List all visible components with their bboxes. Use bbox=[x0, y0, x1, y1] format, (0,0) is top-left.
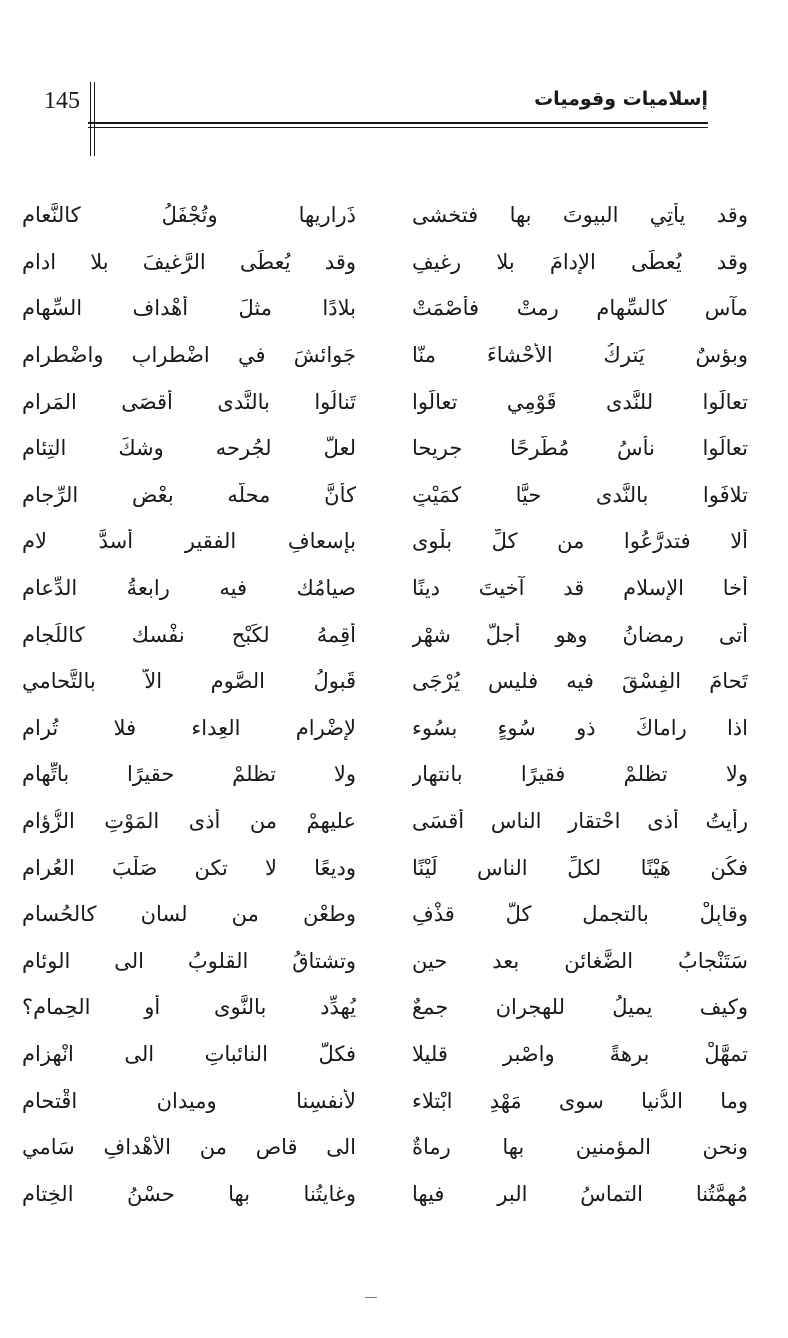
verse-row bbox=[22, 798, 748, 845]
second-hemistich: بلادًا مثلَ أهْداف السِّهام bbox=[22, 296, 356, 321]
second-hemistich: وديعًا لا تكن صَلْبَ العُرام bbox=[22, 855, 356, 880]
first-hemistich: فكُن هَيْنًا لكلِّ الناس لَيْنًا bbox=[412, 855, 748, 880]
verse-row bbox=[22, 705, 748, 752]
second-hemistich: وغايتُنا بها حسْنُ الخِتام bbox=[22, 1181, 356, 1206]
first-hemistich: تَحامَ الفِسْقَ فيه فليس يُرْجَى bbox=[412, 669, 748, 694]
verse-row bbox=[22, 751, 748, 798]
poem bbox=[22, 192, 748, 1217]
first-hemistich: وكيف يميلُ للهجران جمعٌ bbox=[412, 995, 748, 1020]
verse-row bbox=[22, 938, 748, 985]
second-hemistich: تَنالُوا بالنَّدى أقصَى المَرام bbox=[22, 389, 356, 414]
first-hemistich: ونحن المؤمنين بها رماةٌ bbox=[412, 1135, 748, 1160]
book-title: إسلاميات وقوميات bbox=[534, 88, 708, 110]
second-hemistich: لأنفسِنا وميدانِ اقْتحام bbox=[22, 1088, 356, 1113]
verse-row bbox=[22, 425, 748, 472]
first-hemistich: وبؤسٌ يَتركُ الأحْشاءَ منّا bbox=[412, 343, 748, 368]
second-hemistich: لعلَّ لجُرحه وشكَ التِئام bbox=[22, 436, 356, 461]
second-hemistich: وتشتاقُ القلوبُ الى الوِئام bbox=[22, 948, 356, 973]
verse-row bbox=[22, 1124, 748, 1171]
first-hemistich: مآسٍ كالسِّهام رمتْ فأصْمَتْ bbox=[412, 296, 748, 321]
header-vertical-rule bbox=[94, 82, 95, 156]
first-hemistich: رأيتُ أذى احْتقارِ الناس أقسَى bbox=[412, 809, 748, 834]
first-hemistich: وقد يُعطَى الإدامَ بلا رغيفٍ bbox=[412, 249, 748, 274]
verse-row bbox=[22, 891, 748, 938]
first-hemistich: وقابِلْ بالتجمل كلَّ قذْفٍ bbox=[412, 902, 748, 927]
second-hemistich: كأنَّ محلَّه بعْض الرِّجام bbox=[22, 482, 356, 507]
second-hemistich: لإضْرام العِداء فلا تُرام bbox=[22, 715, 356, 740]
first-hemistich: وقد يأتِي البيوتَ بها فتخشى bbox=[412, 203, 748, 228]
first-hemistich: اذا راماكَ ذو سُوءٍ بسُوء bbox=[412, 715, 748, 740]
second-hemistich: يُهدِّد بالنَّوى أو الحِمام؟ bbox=[22, 995, 356, 1020]
second-hemistich: أقِمهُ لكَبْحِ نفْسك كاللِّجام bbox=[22, 622, 356, 647]
header-rule bbox=[88, 122, 708, 124]
verse-row bbox=[22, 1031, 748, 1078]
verse-row bbox=[22, 1077, 748, 1124]
bottom-mark bbox=[365, 1297, 377, 1298]
second-hemistich: فكلُّ النائباتِ الى انْهزام bbox=[22, 1041, 356, 1066]
verse-row bbox=[22, 378, 748, 425]
verse-row bbox=[22, 192, 748, 239]
first-hemistich: أخا الإسلام قد آخيتَ دينًا bbox=[412, 576, 748, 601]
second-hemistich: الى قاصٍ من الأهْدافِ سَامي bbox=[22, 1135, 356, 1160]
verse-row bbox=[22, 844, 748, 891]
second-hemistich: ولا تظلمْ حقيرًا باتِّهام bbox=[22, 762, 356, 787]
second-hemistich: عليهمْ من أذى المَوْتِ الزُّؤام bbox=[22, 809, 356, 834]
second-hemistich: وقد يُعطَى الرَّغيفَ بلا ادام bbox=[22, 249, 356, 274]
second-hemistich: صيامُك فيه رابعةُ الدِّعام bbox=[22, 576, 356, 601]
page-number: 145 bbox=[44, 88, 80, 114]
verse-row bbox=[22, 658, 748, 705]
verse-row bbox=[22, 332, 748, 379]
verse-row bbox=[22, 285, 748, 332]
first-hemistich: تعالَوا نأسُ مُطَّرحًا جريحا bbox=[412, 436, 748, 461]
header-vertical-rule bbox=[90, 82, 91, 156]
verse-row bbox=[22, 611, 748, 658]
header-rule bbox=[88, 127, 708, 128]
first-hemistich: تمهَّلْ برهةً واصْبر قليلا bbox=[412, 1041, 748, 1066]
verse-row bbox=[22, 565, 748, 612]
second-hemistich: بإسعافِ الفقيرِ أسدَّ لام bbox=[22, 529, 356, 554]
first-hemistich: تعالَوا للنَّدى قَوْمِي تعالَوا bbox=[412, 389, 748, 414]
verse-row bbox=[22, 472, 748, 519]
first-hemistich: سَتَنْجابُ الضَّغائن بعد حين bbox=[412, 948, 748, 973]
first-hemistich: وما الدُّنيا سوى مَهْدِ ابْتلاء bbox=[412, 1088, 748, 1113]
second-hemistich: ذَرارِيها وتُجْفَلُ كالنَّعام bbox=[22, 203, 356, 228]
verse-row bbox=[22, 518, 748, 565]
verse-row bbox=[22, 984, 748, 1031]
first-hemistich: مُهمَّتُنا التماسُ البرِ فيها bbox=[412, 1181, 748, 1206]
first-hemistich: ولا تظلمْ فقيرًا بانتهارٍ bbox=[412, 762, 748, 787]
first-hemistich: ألا فتدرَّعُوا من كلِّ بلْوى bbox=[412, 529, 748, 554]
second-hemistich: وطعْنٍ من لسانٍ كالحُسام bbox=[22, 902, 356, 927]
second-hemistich: جَوائشَ في اضْطرابٍ واضْطرام bbox=[22, 343, 356, 368]
verse-row bbox=[22, 1170, 748, 1217]
first-hemistich: تلافَوا بالنَّدى حيًّا كمَيْتٍ bbox=[412, 482, 748, 507]
second-hemistich: قَبولُ الصَّوم الاَّ بالتَّحامي bbox=[22, 669, 356, 694]
first-hemistich: أتى رمضانُ وهو أجلُّ شهْر bbox=[412, 622, 748, 647]
page-header bbox=[40, 82, 708, 130]
verse-row bbox=[22, 239, 748, 286]
